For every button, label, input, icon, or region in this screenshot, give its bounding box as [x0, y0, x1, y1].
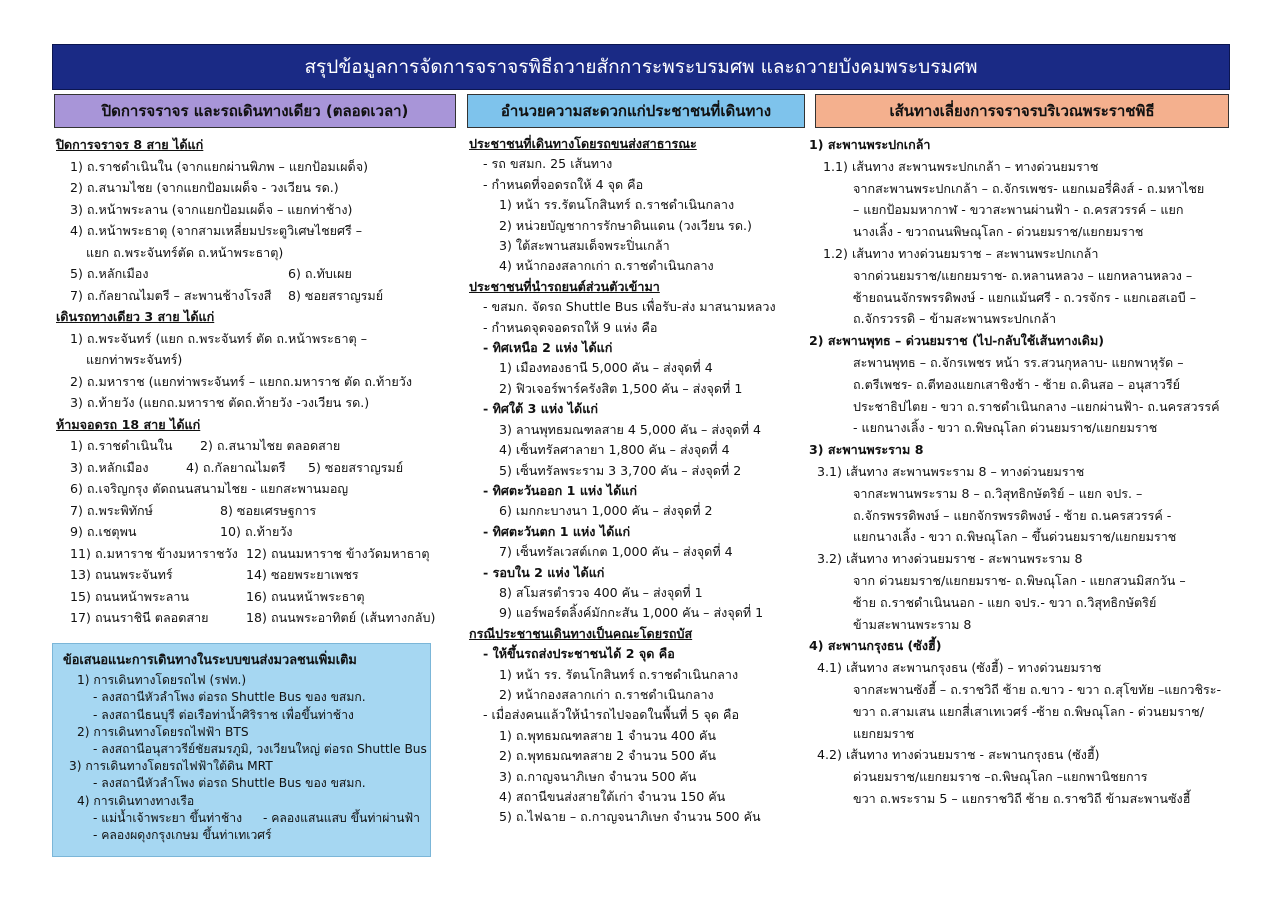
page-title-banner [52, 44, 1230, 90]
route-heading: 4) สะพานกรุงธน (ซังฮี้) [809, 638, 942, 654]
nopark-item: 17) ถนนราชินี ตลอดสาย [70, 610, 209, 625]
bus-line: 4) หน้ากองสลากเก่า ถ.ราชดำเนินกลาง [499, 258, 714, 274]
route-line: แยกยมราช [853, 725, 915, 741]
park-line: 7) เซ็นทรัลเวสต์เกต 1,000 คัน – ส่งจุดที่ 4 [499, 544, 733, 560]
park-line: 1) เมืองทองธานี 5,000 คัน – ส่งจุดที่ 4 [499, 360, 713, 376]
route-line: ข้ามสะพานพระราม 8 [853, 616, 972, 632]
nopark-row [56, 607, 458, 629]
park-line: 2) ฟิวเจอร์พาร์ครังสิต 1,500 คัน – ส่งจุดที่ 1 [499, 380, 743, 396]
closed-item: 1) ถ.ราชดำเนินใน (จากแยกผ่านพิภพ – แยกป้อมเผด็จ) [70, 158, 368, 174]
south-heading: - ทิศใต้ 3 แห่ง ได้แก่ [483, 401, 598, 417]
route-line: ซ้าย ถ.ราชดำเนินนอก - แยก จปร.- ขวา ถ.วิสุทธิกษัตริย์ [853, 594, 1157, 610]
nopark-row [56, 521, 458, 543]
route-line: แยกนางเลิ้ง - ขวา ถ.พิษณุโลก – ขึ้นด่วนยมราช/แยกยมราช [853, 529, 1177, 545]
park-line: 9) แอร์พอร์ตลิ้งค์มักกะสัน 1,000 คัน – ส่งจุดที่ 1 [499, 605, 764, 621]
bus-line: 1) หน้า รร.รัตนโกสินทร์ ถ.ราชดำเนินกลาง [499, 197, 735, 213]
nopark-item: 3) ถ.หลักเมือง [70, 459, 149, 475]
col1-content [56, 134, 458, 629]
closed-item: 8) ซอยสราญรมย์ [288, 287, 384, 303]
nopark-item: 16) ถนนหน้าพระธาตุ [246, 588, 365, 604]
group-line: 3) ถ.กาญจนาภิเษก จำนวน 500 คัน [499, 768, 697, 784]
route-line: สะพานพุทธ – ถ.จักรเพชร หน้า รร.สวนกุหลาบ- แยกพาหุรัด – [853, 354, 1184, 370]
route-heading: 2) สะพานพุทธ – ด่วนยมราช (ไป-กลับใช้เส้นทางเดิม) [809, 333, 1105, 349]
col1-header-text: ปิดการจราจร และรถเดินทางเดียว (ตลอดเวลา) [101, 102, 409, 120]
inner-heading: - รอบใน 2 แห่ง ได้แก่ [483, 564, 605, 580]
group-line: 2) ถ.พุทธมณฑลสาย 2 จำนวน 500 คัน [499, 748, 716, 764]
oneway-item: 2) ถ.มหาราช (แยกท่าพระจันทร์ – แยกถ.มหาราช ตัด ถ.ท้ายวัง [70, 373, 412, 389]
bus-heading: ประชาชนที่เดินทางโดยรถขนส่งสาธารณะ [469, 136, 697, 151]
nopark-item: 14) ซอยพระยาเพชร [246, 567, 359, 582]
advice-line: - ลงสถานีอนุสาวรีย์ชัยสมรภูมิ, วงเวียนใหญ่ ต่อรถ Shuttle Bus [93, 742, 427, 757]
nopark-item: 13) ถนนพระจันทร์ [70, 567, 173, 582]
advice-line: - ลงสถานีหัวลำโพง ต่อรถ Shuttle Bus ของ ขสมก. [93, 776, 366, 791]
group-line: 5) ถ.ไฟฉาย – ถ.กาญจนาภิเษก จำนวน 500 คัน [499, 809, 761, 825]
route-line: นางเลิ้ง - ขวาถนนพิษณุโลก - ด่วนยมราช/แยกยมราช [853, 224, 1144, 240]
group-line: 1) หน้า รร. รัตนโกสินทร์ ถ.ราชดำเนินกลาง [499, 666, 739, 682]
advice-line: - คลองผดุงกรุงเกษม ขึ้นท่าเทเวศร์ [93, 828, 272, 843]
col2-header-text: อำนวยความสะดวกแก่ประชาชนที่เดินทาง [500, 102, 772, 120]
route-line: ขวา ถ.พระราม 5 – แยกราชวิถี ซ้าย ถ.ราชวิถี ข้ามสะพานซังฮี้ [853, 790, 1191, 806]
route-line: – แยกป้อมมหากาฬ - ขวาสะพานผ่านฟ้า - ถ.ครสวรรค์ – แยก [853, 202, 1184, 218]
nopark-item: 2) ถ.สนามไชย ตลอดสาย [200, 438, 341, 453]
nopark-item: 18) ถนนพระอาทิตย์ (เส้นทางกลับ) [246, 610, 436, 625]
closed-item: 2) ถ.สนามไชย (จากแยกป้อมเผด็จ - วงเวียน รด.) [70, 180, 339, 195]
nopark-item: 1) ถ.ราชดำเนินใน [70, 438, 173, 453]
route-line: ถ.จักรวรรดิ – ข้ามสะพานพระปกเกล้า [853, 311, 1057, 327]
advice-box [52, 643, 431, 857]
car-line: - กำหนดจุดจอดรถให้ 9 แห่ง คือ [483, 319, 658, 335]
group-line: 2) หน้ากองสลากเก่า ถ.ราชดำเนินกลาง [499, 686, 714, 702]
group-park-heading: - เมื่อส่งคนแล้วให้นำรถไปจอดในพื้นที่ 5 จุด คือ [483, 707, 740, 723]
closed-item: แยก ถ.พระจันทร์ตัด ถ.หน้าพระธาตุ) [86, 244, 284, 260]
closed-item: 7) ถ.กัลยาณไมตรี – สะพานช้างโรงสี [70, 287, 272, 303]
closed-pair [56, 285, 458, 307]
route-line: 3.1) เส้นทาง สะพานพระราม 8 – ทางด่วนยมราช [817, 463, 1085, 479]
car-line: - ขสมก. จัดรถ Shuttle Bus เพื่อรับ-ส่ง มาสนามหลวง [483, 299, 776, 315]
route-line: 4.2) เส้นทาง ทางด่วนยมราช - สะพานกรุงธน (ซังฮี้) [817, 747, 1100, 763]
route-line: ขวา ถ.สามเสน แยกสี่เสาเทเวศร์ -ซ้าย ถ.พิษณุโลก - ด่วนยมราช/ [853, 703, 1204, 719]
west-heading: - ทิศตะวันตก 1 แห่ง ได้แก่ [483, 523, 631, 539]
group-heading: กรณีประชาชนเดินทางเป็นคณะโดยรถบัส [469, 625, 693, 641]
nopark-item: 9) ถ.เชตุพน [70, 524, 137, 539]
closed-item: 6) ถ.ทับเผย [288, 266, 352, 281]
group-line: 4) สถานีขนส่งสายใต้เก่า จำนวน 150 คัน [499, 789, 726, 804]
route-line: 1.2) เส้นทาง ทางด่วนยมราช – สะพานพระปกเกล้า [823, 245, 1099, 261]
nopark-item: 15) ถนนหน้าพระลาน [70, 588, 189, 604]
route-line: จากสะพานพระราม 8 – ถ.วิสุทธิกษัตริย์ – แยก จปร. – [853, 485, 1143, 501]
route-line: - แยกนางเลิ้ง - ขวา ถ.พิษณุโลก ด่วนยมราช/แยกยมราช [853, 420, 1158, 436]
nopark-item: 12) ถนนมหาราช ข้างวัดมหาธาตุ [246, 545, 430, 561]
nopark-item: 11) ถ.มหาราช ข้างมหาราชวัง [70, 545, 238, 561]
col2-content [469, 134, 807, 828]
nopark-item: 8) ซอยเศรษฐการ [220, 502, 317, 518]
route-heading: 1) สะพานพระปกเกล้า [809, 137, 931, 152]
route-line: 4.1) เส้นทาง สะพานกรุงธน (ซังฮี้) – ทางด่วนยมราช [817, 660, 1102, 676]
bus-line: 2) หน่วยบัญชาการรักษาดินแดน (วงเวียน รด.) [499, 217, 752, 233]
advice-line: - ลงสถานีธนบุรี ต่อเรือท่าน้ำศิริราช เพื่อขึ้นท่าช้าง [93, 707, 354, 722]
group-pick-heading-text: - ให้ขึ้นรถส่งประชาชนได้ 2 จุด คือ [483, 646, 675, 662]
advice-line: 3) การเดินทางโดยรถไฟฟ้าใต้ดิน MRT [69, 759, 273, 774]
col1-header [54, 94, 456, 128]
nopark-row [56, 500, 458, 522]
nopark-row [56, 435, 458, 457]
route-line: จาก ด่วนยมราช/แยกยมราช- ถ.พิษณุโลก - แยกสวนมิสกวัน – [853, 572, 1186, 588]
route-line: ซ้ายถนนจักรพรรดิพงษ์ - แยกแม้นศรี - ถ.วรจักร - แยกเอสเอบี – [853, 289, 1197, 305]
route-line: 1.1) เส้นทาง สะพานพระปกเกล้า – ทางด่วนยมราช [823, 158, 1099, 174]
col2-header [467, 94, 805, 128]
nopark-item: 4) ถ.กัลยาณไมตรี [186, 459, 286, 475]
nopark-heading: ห้ามจอดรถ 18 สาย ได้แก่ [56, 416, 201, 432]
closed-item: 5) ถ.หลักเมือง [70, 266, 149, 281]
route-line: 3.2) เส้นทาง ทางด่วนยมราช - สะพานพระราม 8 [817, 551, 1083, 567]
group-line: 1) ถ.พุทธมณฑลสาย 1 จำนวน 400 คัน [499, 727, 716, 743]
park-line: 6) เมกกะบางนา 1,000 คัน – ส่งจุดที่ 2 [499, 503, 713, 519]
advice-line: 2) การเดินทางโดยรถไฟฟ้า BTS [77, 724, 249, 739]
nopark-row [56, 564, 458, 586]
route-line: ถ.จักรพรรดิพงษ์ – แยกจักรพรรดิพงษ์ - ซ้าย ถ.นครสวรรค์ - [853, 507, 1172, 523]
nopark-item: 10) ถ.ท้ายวัง [220, 524, 293, 539]
park-line: 3) ลานพุทธมณฑลสาย 4 5,000 คัน – ส่งจุดที่ 4 [499, 421, 762, 437]
route-heading: 3) สะพานพระราม 8 [809, 442, 924, 458]
col3-header [815, 94, 1229, 128]
closed-item: 4) ถ.หน้าพระธาตุ (จากสามเหลี่ยมประตูวิเศษไชยศรี – [70, 223, 363, 238]
closed-heading: ปิดการจราจร 8 สาย ได้แก่ [56, 137, 204, 152]
advice-line: - ลงสถานีหัวลำโพง ต่อรถ Shuttle Bus ของ ขสมก. [93, 690, 366, 705]
advice-line: - คลองแสนแสบ ขึ้นท่าผ่านฟ้า [262, 810, 420, 825]
route-line: จากด่วนยมราช/แยกยมราช- ถ.หลานหลวง – แยกหลานหลวง – [853, 267, 1193, 283]
route-line: จากสะพานซังฮี้ – ถ.ราชวิถี ซ้าย ถ.ขาว - ขวา ถ.สุโขทัย –แยกวชิระ- [853, 681, 1222, 697]
advice-heading: ข้อเสนอแนะการเดินทางในระบบขนส่งมวลชนเพิ่มเติม [63, 653, 357, 668]
col3-content [809, 134, 1229, 810]
closed-pair [56, 263, 458, 285]
group-pick-heading [469, 644, 807, 664]
oneway-heading: เดินรถทางเดียว 3 สาย ได้แก่ [56, 309, 215, 324]
park-line: 4) เซ็นทรัลศาลายา 1,800 คัน – ส่งจุดที่ 4 [499, 442, 730, 458]
page-title: สรุปข้อมูลการจัดการจราจรพิธีถวายสักการะพระบรมศพ และถวายบังคมพระบรมศพ [304, 56, 978, 78]
nopark-row [56, 457, 458, 479]
east-heading: - ทิศตะวันออก 1 แห่ง ได้แก่ [483, 482, 638, 498]
oneway-item: แยกท่าพระจันทร์) [86, 352, 183, 367]
bus-line: 3) ใต้สะพานสมเด็จพระปิ่นเกล้า [499, 238, 670, 254]
bus-line: - กำหนดที่จอดรถให้ 4 จุด คือ [483, 176, 644, 192]
route-line: ประชาธิปไตย - ขวา ถ.ราชดำเนินกลาง –แยกผ่านฟ้า- ถ.นครสวรรค์ [853, 398, 1220, 414]
route-line: ด่วนยมราช/แยกยมราช –ถ.พิษณุโลก –แยกพานิชยการ [853, 769, 1148, 785]
advice-line: 4) การเดินทางทางเรือ [77, 793, 195, 808]
advice-line: - แม่น้ำเจ้าพระยา ขึ้นท่าช้าง [93, 810, 243, 825]
route-line: จากสะพานพระปกเกล้า – ถ.จักรเพชร- แยกเมอรี่คิงส์ - ถ.มหาไชย [853, 180, 1205, 196]
closed-item: 3) ถ.หน้าพระลาน (จากแยกป้อมเผด็จ – แยกท่าช้าง) [70, 201, 353, 217]
nopark-item: 7) ถ.พระพิทักษ์ [70, 502, 153, 518]
advice-row [63, 810, 420, 827]
park-line: 5) เซ็นทรัลพระราม 3 3,700 คัน – ส่งจุดที่ 2 [499, 462, 742, 478]
route-line: ถ.ตรีเพชร- ถ.ตีทองแยกเสาชิงช้า - ซ้าย ถ.ดินสอ – อนุสาวรีย์ [853, 376, 1181, 392]
bus-line: - รถ ขสมก. 25 เส้นทาง [483, 156, 613, 172]
car-heading: ประชาชนที่นำรถยนต์ส่วนตัวเข้ามา [469, 278, 660, 294]
oneway-item: 1) ถ.พระจันทร์ (แยก ถ.พระจันทร์ ตัด ถ.หน้าพระธาตุ – [70, 330, 368, 346]
col3-header-text: เส้นทางเลี่ยงการจราจรบริเวณพระราชพิธี [889, 102, 1155, 120]
nopark-row [56, 543, 458, 565]
nopark-item: 5) ซอยสราญรมย์ [308, 459, 404, 475]
advice-line: 1) การเดินทางโดยรถไฟ (รฟท.) [77, 673, 247, 688]
nopark-item: 6) ถ.เจริญกรุง ตัดถนนสนามไชย - แยกสะพานมอญ [70, 481, 349, 496]
park-line: 8) สโมสรตำรวจ 400 คัน – ส่งจุดที่ 1 [499, 584, 703, 600]
oneway-item: 3) ถ.ท้ายวัง (แยกถ.มหาราช ตัดถ.ท้ายวัง -วงเวียน รด.) [70, 395, 370, 410]
nopark-row [56, 586, 458, 608]
north-heading: - ทิศเหนือ 2 แห่ง ได้แก่ [483, 340, 613, 356]
